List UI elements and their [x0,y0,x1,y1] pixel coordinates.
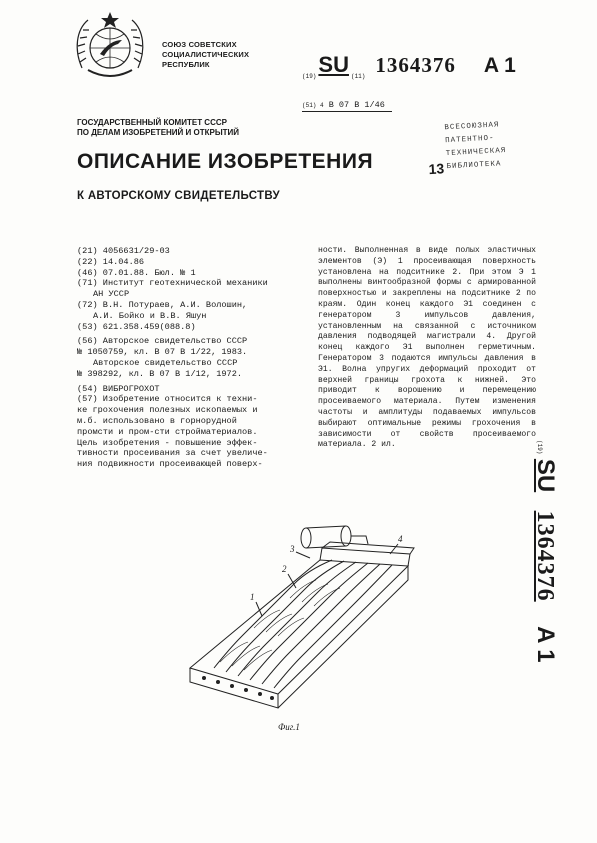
label-3: 3 [290,544,295,554]
ussr-line: СОЮЗ СОВЕТСКИХ [162,40,237,49]
vert-patent-number: 1364376 [532,510,558,602]
kind-code: A 1 [483,54,516,77]
patent-number: 1364376 [375,53,456,77]
publication-number [302,52,516,78]
country-code: SU [318,52,349,77]
field-54-title: (54) ВИБРОГРОХОТ [77,383,160,394]
field-22: (22) 14.04.86 [77,256,145,267]
ussr-emblem-icon [70,10,150,88]
label-1: 1 [250,592,255,602]
field-53: (53) 621.358.459(088.8) [77,321,196,332]
vert-code-19: (19) [536,440,543,455]
code-19: (19) [302,73,317,80]
bibliographic-column [77,246,297,470]
abstract-line: ния подвижности просеивающей поверх- [77,459,263,470]
abstract-line: ке грохочения полезных ископаемых и [77,405,258,416]
stamp-line: БИБЛИОТЕКА [446,160,502,172]
abstract-line: Цель изобретения - повышение эффек- [77,437,258,448]
field-56-cont: Авторское свидетельство СССР [93,357,238,368]
ipc-value: В 07 В 1/46 [328,100,385,110]
committee-line: ПО ДЕЛАМ ИЗОБРЕТЕНИЙ И ОТКРЫТИЙ [77,128,240,137]
field-56-cont: № 398292, кл. В 07 В 1/12, 1972. [77,368,243,379]
ussr-line: РЕСПУБЛИК [162,60,210,69]
abstract-line: (57) Изобретение относится к техни- [77,394,258,405]
label-2: 2 [282,564,287,574]
code-51: (51) 4 [302,102,324,109]
field-72: (72) В.Н. Потураев, А.И. Волошин, [77,299,248,310]
field-46: (46) 07.01.88. Бюл. № 1 [77,267,196,278]
field-21: (21) 4056631/29-03 [77,246,170,256]
vert-country-code: SU [532,458,559,493]
committee-name [77,118,239,138]
field-72-cont: А.И. Бойко и В.В. Яшун [93,310,207,321]
screen-drawing [170,518,430,728]
vert-kind-code: A 1 [532,626,559,663]
field-71-cont: АН УССР [93,289,130,300]
stamp-line: ПАТЕНТНО- [444,134,495,146]
committee-line: ГОСУДАРСТВЕННЫЙ КОМИТЕТ СССР [77,118,227,127]
code-11: (11) [350,73,366,80]
abstract-line: м.б. использовано в горнорудной [77,415,237,426]
vertical-publication-number [532,440,582,690]
field-56-cont: № 1050759, кл. В 07 В 1/22, 1983. [77,347,248,358]
abstract-line: промсти и пром-сти стройматериалов. [77,426,258,437]
figure-caption: Фиг.1 [278,722,300,732]
country-union-name [162,40,249,70]
document-subtitle: К АВТОРСКОМУ СВИДЕТЕЛЬСТВУ [77,190,280,202]
field-71: (71) Институт геотехнической механики [77,278,268,289]
ussr-line: СОЦИАЛИСТИЧЕСКИХ [162,50,250,59]
library-stamp [428,118,537,195]
abstract-line: тивности просеивания за счет увеличе- [77,448,268,459]
document-title: ОПИСАНИЕ ИЗОБРЕТЕНИЯ [77,150,374,173]
stamp-line: ВСЕСОЮЗНАЯ [444,121,500,133]
label-4: 4 [398,534,403,544]
stamp-mark: 13 [428,160,445,178]
field-56: (56) Авторское свидетельство СССР [77,336,248,347]
stamp-line: ТЕХНИЧЕСКАЯ [445,147,507,159]
ipc-class [302,100,392,112]
abstract-continuation: ности. Выполненная в виде полых эластичных элементов (Э) 1 просеивающая поверхность установлена на подситнике 2. При этом Э 1 выполнены винтообразной формы с армированной поверхностью и закреплены на подситнике 2 по краям. Один конец каждого Э1 соединен с генератором 3 импульсов давления, установленным на связанной с источником давления подводящей магистрали 4. Другой конец каждого Э1 выполнен герметичным. Генератором 3 подаются импульсы давления в Э1. Волна упругих деформаций проходит от верхней границы грохота к нижней. Это приводит к ворошению и перемещению просеиваемого материала. Путем изменения частоты и амплитуды подаваемых импульсов выбирают оптимальные режимы грохочения в зависимости от свойств просеиваемого материала. 2 ил. [318,246,536,450]
